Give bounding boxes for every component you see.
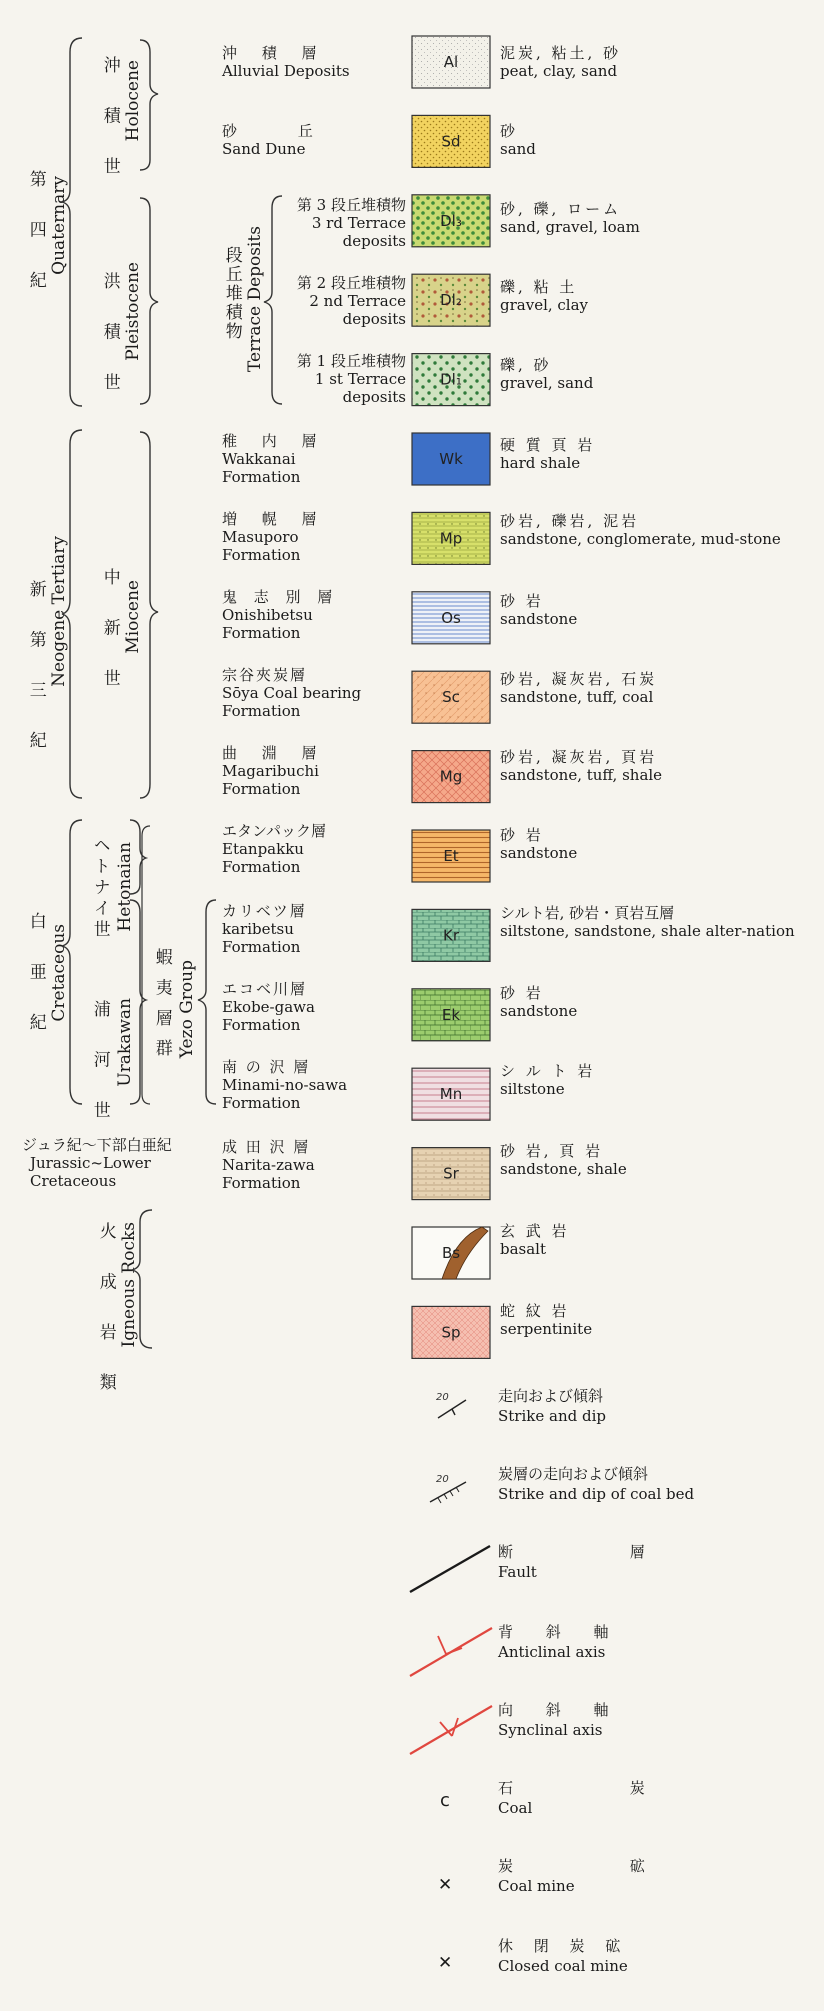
lithology: シルト岩, 砂岩・頁岩互層 siltstone, sandstone, shale alter-nation <box>500 904 795 940</box>
brace-holocene <box>140 40 158 170</box>
jurassic-en-line2: Cretaceous <box>30 1172 117 1190</box>
unit-code: Sc <box>442 688 460 707</box>
period-cretaceous-jp: 白 亜 紀 <box>25 912 46 1044</box>
lithology: 砂岩, 凝灰岩, 頁岩 sandstone, tuff, shale <box>500 748 663 784</box>
lithology: 砂 岩 sandstone <box>500 592 578 628</box>
unit-code: Dl₁ <box>440 370 462 389</box>
period-neogene-en: Neogene Tertiary <box>49 536 69 687</box>
unit-box-dl <box>412 274 490 326</box>
unit-box-os <box>412 592 490 644</box>
epoch-pleistocene-jp: 洪 積 世 <box>99 272 120 404</box>
unit-code: Ek <box>441 1005 461 1024</box>
formation-name: 第 2 段丘堆積物 2 nd Terrace deposits <box>296 274 406 328</box>
brace-igneous <box>132 1210 152 1348</box>
lithology: 砂岩, 礫岩, 泥岩 sandstone, conglomerate, mud-stone <box>500 512 781 548</box>
formation-name: 成 田 沢 層 Narita-zawa Formation <box>222 1138 315 1192</box>
unit-code: Wk <box>439 450 463 468</box>
unit-box-al <box>412 36 490 88</box>
epoch-urakawan-jp: 浦 河 世 <box>89 1000 110 1132</box>
formation-name: エコベ川層 Ekobe-gawa Formation <box>222 980 315 1034</box>
epoch-hetonaian-en: Hetonaian <box>115 842 135 932</box>
jurassic-jp: ジュラ紀〜下部白亜紀 <box>22 1136 172 1154</box>
lithology: 硬 質 頁 岩 hard shale <box>500 436 596 472</box>
period-cretaceous-en: Cretaceous <box>49 924 69 1022</box>
epoch-holocene-en: Holocene <box>123 60 143 142</box>
epoch-hetonaian-jp: ヘトナイ世 <box>89 836 110 941</box>
lithology: 礫, 砂 gravel, sand <box>500 356 594 392</box>
symbol-label: 走向および傾斜 Strike and dip <box>498 1387 606 1425</box>
unit-code: Mn <box>439 1085 463 1104</box>
unit-code: Dl₃ <box>440 211 462 230</box>
period-neogene-jp: 新 第 三 紀 <box>25 580 46 763</box>
formation-name: 沖 積 層 Alluvial Deposits <box>222 44 350 80</box>
lithology: 礫, 粘 土 gravel, clay <box>500 278 589 314</box>
epoch-miocene-en: Miocene <box>123 580 143 654</box>
strike-dip-coal-symbol <box>430 1474 466 1503</box>
brace-quaternary <box>62 38 82 406</box>
lithology: 砂 sand <box>500 122 536 158</box>
group-terrace-jp: 段丘堆積物 <box>221 246 242 341</box>
brace-hetonaian <box>130 820 146 894</box>
unit-code: Al <box>443 53 459 71</box>
brace-urakawan <box>130 900 146 1104</box>
unit-box-wk <box>412 433 490 485</box>
unit-code: Os <box>441 608 461 627</box>
strike-dip-coal-value: 20 <box>436 1474 449 1485</box>
unit-code: Sd <box>441 132 461 151</box>
unit-box-kr <box>412 909 490 961</box>
unit-box-ek <box>412 989 490 1041</box>
formation-name: 宗谷夾炭層 Sōya Coal bearing Formation <box>222 666 362 720</box>
brace-hetonaian-urakawan <box>142 826 150 1104</box>
epoch-pleistocene-en: Pleistocene <box>123 262 143 361</box>
group-yezo-jp: 蝦 夷 層 群 <box>151 948 172 1061</box>
brace-pleistocene <box>140 198 158 404</box>
anticline-symbol <box>410 1628 492 1676</box>
formation-name: 砂 丘 Sand Dune <box>222 122 341 158</box>
unit-code: Bs <box>441 1244 461 1262</box>
brace-cretaceous <box>62 820 82 1104</box>
epoch-holocene-jp: 沖 積 世 <box>99 56 120 188</box>
unit-box-sp <box>412 1306 490 1358</box>
unit-box-mg <box>412 751 490 803</box>
symbol-label: 断 層 Fault <box>498 1543 701 1581</box>
unit-box-mn <box>412 1068 490 1120</box>
lithology: シ ル ト 岩 siltstone <box>500 1062 596 1098</box>
unit-boxes <box>412 36 490 1358</box>
unit-box-dl <box>412 195 490 247</box>
period-igneous-jp: 火 成 岩 類 <box>95 1222 116 1405</box>
formation-name: 南 の 沢 層 Minami-no-sawa Formation <box>222 1058 348 1112</box>
unit-box-et <box>412 830 490 882</box>
symbol-label: 休 閉 炭 砿 Closed coal mine <box>498 1937 629 1975</box>
symbol-label: 背 斜 軸 Anticlinal axis <box>498 1623 623 1661</box>
period-quaternary-en: Quaternary <box>49 176 69 275</box>
group-terrace-en: Terrace Deposits <box>245 226 265 372</box>
unit-code: Dl₂ <box>440 291 462 310</box>
unit-box-dl <box>412 354 490 406</box>
lithology: 玄 武 岩 basalt <box>500 1222 570 1258</box>
formation-name: 鬼 志 別 層 Onishibetsu Formation <box>222 588 339 642</box>
lithology: 砂 岩 sandstone <box>500 984 578 1020</box>
epoch-urakawan-en: Urakawan <box>115 998 135 1087</box>
formation-name: 増 幌 層 Masuporo Formation <box>222 510 327 564</box>
formation-name: 第 3 段丘堆積物 3 rd Terrace deposits <box>296 196 406 250</box>
formation-name: 第 1 段丘堆積物 1 st Terrace deposits <box>296 352 406 406</box>
strike-dip-value: 20 <box>436 1392 449 1403</box>
formation-name: カリベツ層 karibetsu Formation <box>222 902 307 956</box>
unit-code: Mg <box>439 767 463 786</box>
formation-name: エタンパック層 Etanpakku Formation <box>222 822 326 876</box>
symbol-label: 向 斜 軸 Synclinal axis <box>498 1701 623 1739</box>
lithology: 砂 岩 sandstone <box>500 826 578 862</box>
lithology: 砂, 礫, ローム sand, gravel, loam <box>500 200 640 236</box>
epoch-miocene-jp: 中 新 世 <box>99 568 120 700</box>
unit-code: Et <box>443 847 459 865</box>
jurassic-en-line1: Jurassic~Lower <box>30 1154 151 1172</box>
formation-name: 稚 内 層 Wakkanai Formation <box>222 432 327 486</box>
symbol-label: 石 炭 Coal <box>498 1779 701 1817</box>
syncline-symbol <box>410 1706 492 1754</box>
brace-terrace <box>264 196 282 404</box>
unit-box-mp <box>412 512 490 564</box>
brace-miocene <box>140 432 158 798</box>
strike-dip-symbol <box>436 1392 466 1418</box>
lithology: 泥炭, 粘土, 砂 peat, clay, sand <box>500 44 622 80</box>
coal-icon: c <box>440 1790 450 1811</box>
symbol-label: 炭層の走向および傾斜 Strike and dip of coal bed <box>498 1465 695 1503</box>
unit-code: Mp <box>439 529 463 548</box>
fault-symbol <box>410 1546 490 1592</box>
unit-box-sd <box>412 115 490 167</box>
unit-box-bs <box>412 1227 490 1279</box>
formation-name: 曲 淵 層 Magaribuchi Formation <box>222 744 327 798</box>
lithology: 砂岩, 凝灰岩, 石炭 sandstone, tuff, coal <box>500 670 658 706</box>
brace-neogene <box>62 430 82 798</box>
closed-coal-mine-icon: ✕ <box>438 1953 453 1973</box>
brace-yezo <box>198 900 216 1104</box>
group-yezo-en: Yezo Group <box>177 960 197 1059</box>
unit-code: Kr <box>442 926 460 945</box>
unit-code: Sr <box>443 1164 459 1183</box>
period-quaternary-jp: 第 四 紀 <box>25 170 46 302</box>
coal-mine-icon: ✕ <box>438 1875 453 1895</box>
symbol-label: 炭 砿 Coal mine <box>498 1857 701 1895</box>
lithology: 蛇 紋 岩 serpentinite <box>500 1302 593 1338</box>
lithology: 砂 岩, 頁 岩 sandstone, shale <box>500 1142 627 1178</box>
unit-code: Sp <box>441 1323 461 1342</box>
period-igneous-en: Igneous Rocks <box>119 1222 139 1348</box>
unit-box-sr <box>412 1148 490 1200</box>
unit-box-sc <box>412 671 490 723</box>
